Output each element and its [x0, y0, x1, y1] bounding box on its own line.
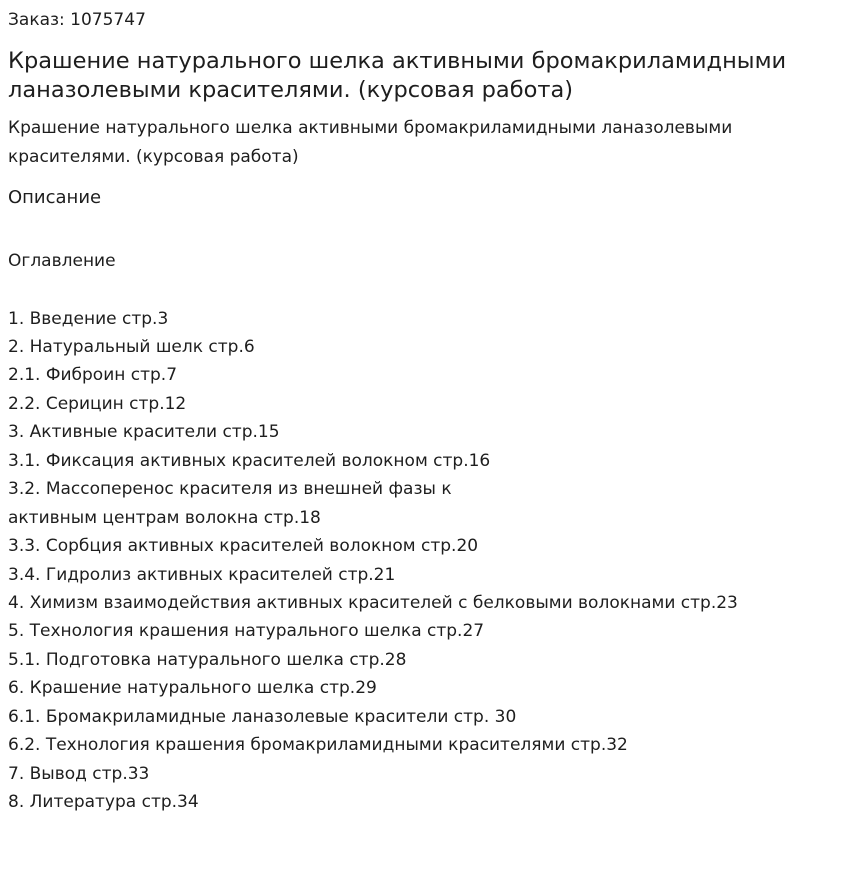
toc-item: 6.2. Технология крашения бромакриламидными красителями стр.32 [8, 735, 628, 756]
toc-item: 8. Литература стр.34 [8, 792, 199, 813]
toc-item: 2.2. Серицин стр.12 [8, 393, 187, 414]
toc-item: 3.1. Фиксация активных красителей волокном стр.16 [8, 450, 491, 471]
toc-item: 6. Крашение натурального шелка стр.29 [8, 678, 377, 699]
table-of-contents [8, 305, 847, 817]
toc-item: активным центрам волокна стр.18 [8, 507, 321, 528]
toc-item: 6.1. Бромакриламидные ланазолевые красители стр. 30 [8, 706, 517, 727]
toc-item: 2. Натуральный шелк стр.6 [8, 336, 255, 357]
order-number: Заказ: 1075747 [8, 10, 146, 30]
toc-item: 2.1. Фиброин стр.7 [8, 365, 178, 386]
description-heading: Описание [8, 187, 102, 208]
toc-item: 5. Технология крашения натурального шелка стр.27 [8, 621, 485, 642]
table-of-contents-heading: Оглавление [8, 251, 116, 271]
toc-item: 3.3. Сорбция активных красителей волокном стр.20 [8, 536, 479, 557]
page-title: Крашение натурального шелка активными бромакриламидными ланазолевыми красителями. (курсовая работа) [8, 48, 787, 103]
toc-item: 1. Введение стр.3 [8, 308, 169, 329]
toc-item: 7. Вывод стр.33 [8, 763, 150, 784]
toc-item: 3. Активные красители стр.15 [8, 422, 280, 443]
toc-item: 5.1. Подготовка натурального шелка стр.28 [8, 649, 407, 670]
page-subtitle: Крашение натурального шелка активными бромакриламидными ланазолевыми красителями. (курсовая работа) [8, 118, 733, 167]
toc-item: 3.2. Массоперенос красителя из внешней фазы к [8, 479, 452, 500]
toc-item: 4. Химизм взаимодействия активных красителей с белковыми волокнами стр.23 [8, 593, 738, 614]
toc-item: 3.4. Гидролиз активных красителей стр.21 [8, 564, 396, 585]
